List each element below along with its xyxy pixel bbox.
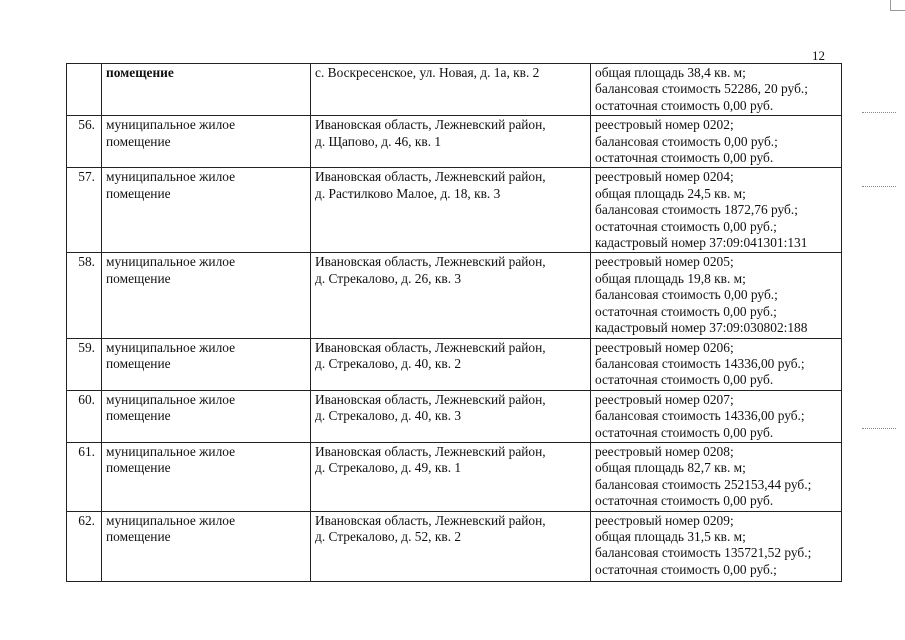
details-line: кадастровый номер 37:09:041301:131 (595, 235, 808, 251)
details-line: балансовая стоимость 14336,00 руб.; (595, 408, 805, 424)
details-cell (591, 338, 842, 390)
address-line: Ивановская область, Лежневский район, (315, 443, 546, 459)
details-line: остаточная стоимость 0,00 руб. (595, 493, 774, 509)
object-name-line: муниципальное жилое (106, 117, 236, 133)
details-cell (591, 64, 842, 116)
address-line: Ивановская область, Лежневский район, (315, 117, 546, 133)
scan-edge-mark (862, 428, 896, 429)
details-line: балансовая стоимость 252153,44 руб.; (595, 476, 812, 492)
object-name-line: помещение (106, 133, 171, 149)
address-cell (311, 338, 591, 390)
details-line: общая площадь 38,4 кв. м; (595, 65, 746, 80)
details-cell (591, 511, 842, 581)
scan-edge-mark (862, 112, 896, 113)
row-number-cell: 56. (67, 116, 102, 168)
details-line: остаточная стоимость 0,00 руб. (595, 97, 774, 113)
row-number-cell (67, 64, 102, 116)
property-register-table (66, 63, 842, 582)
object-name-line: муниципальное жилое (106, 512, 236, 528)
details-line: общая площадь 19,8 кв. м; (595, 270, 746, 286)
address-cell (311, 64, 591, 116)
table-row (67, 442, 842, 511)
scan-edge-mark (862, 186, 896, 187)
table-row (67, 64, 842, 116)
address-cell (311, 442, 591, 511)
details-line: остаточная стоимость 0,00 руб.; (595, 303, 777, 319)
details-line: балансовая стоимость 52286, 20 руб.; (595, 81, 808, 97)
details-line: общая площадь 82,7 кв. м; (595, 460, 746, 476)
address-line: Ивановская область, Лежневский район, (315, 339, 546, 355)
row-number-cell: 61. (67, 442, 102, 511)
row-number-cell: 60. (67, 390, 102, 442)
object-name-line: муниципальное жилое (106, 169, 236, 185)
address-cell (311, 116, 591, 168)
object-name-cell (102, 511, 311, 581)
details-line: остаточная стоимость 0,00 руб.; (595, 218, 777, 234)
address-line: д. Стрекалово, д. 40, кв. 2 (315, 355, 462, 371)
object-name-cell (102, 253, 311, 338)
details-line: балансовая стоимость 0,00 руб.; (595, 133, 778, 149)
address-line: Ивановская область, Лежневский район, (315, 512, 546, 528)
address-line: Ивановская область, Лежневский район, (315, 254, 546, 270)
address-line: д. Стрекалово, д. 26, кв. 3 (315, 270, 462, 286)
details-line: реестровый номер 0206; (595, 339, 734, 355)
object-name-cell (102, 64, 311, 116)
address-line: д. Стрекалово, д. 40, кв. 3 (315, 408, 462, 424)
table-row (67, 168, 842, 253)
address-cell (311, 253, 591, 338)
register-table-body (67, 64, 842, 582)
table-row (67, 116, 842, 168)
object-name-line: муниципальное жилое (106, 443, 236, 459)
details-cell (591, 253, 842, 338)
object-name-line: помещение (106, 270, 171, 286)
address-line: д. Стрекалово, д. 49, кв. 1 (315, 460, 462, 476)
row-number-cell: 58. (67, 253, 102, 338)
table-row (67, 390, 842, 442)
details-line: реестровый номер 0207; (595, 391, 734, 407)
details-line: реестровый номер 0209; (595, 512, 734, 528)
details-cell (591, 442, 842, 511)
object-name-line: помещение (106, 355, 171, 371)
details-line: реестровый номер 0205; (595, 254, 734, 270)
object-name-line: муниципальное жилое (106, 254, 236, 270)
table-row (67, 253, 842, 338)
details-line: реестровый номер 0204; (595, 169, 734, 185)
details-line: балансовая стоимость 1872,76 руб.; (595, 202, 798, 218)
details-cell (591, 116, 842, 168)
object-name-cell (102, 442, 311, 511)
table-row (67, 338, 842, 390)
details-line: балансовая стоимость 0,00 руб.; (595, 287, 778, 303)
page-number: 12 (812, 48, 825, 63)
details-line: общая площадь 31,5 кв. м; (595, 528, 746, 544)
address-line: д. Щапово, д. 46, кв. 1 (315, 133, 442, 149)
details-line: остаточная стоимость 0,00 руб. (595, 150, 774, 166)
address-line: Ивановская область, Лежневский район, (315, 169, 546, 185)
details-line: балансовая стоимость 14336,00 руб.; (595, 355, 805, 371)
table-row (67, 511, 842, 581)
object-name-line: муниципальное жилое (106, 391, 236, 407)
object-name-line: помещение (106, 460, 171, 476)
address-cell (311, 511, 591, 581)
details-cell (591, 390, 842, 442)
details-line: остаточная стоимость 0,00 руб. (595, 372, 774, 388)
object-name-line: помещение (106, 65, 174, 80)
object-name-line: помещение (106, 185, 171, 201)
address-line: Ивановская область, Лежневский район, (315, 391, 546, 407)
object-name-line: помещение (106, 528, 171, 544)
address-line: д. Стрекалово, д. 52, кв. 2 (315, 528, 462, 544)
object-name-line: муниципальное жилое (106, 339, 236, 355)
details-cell (591, 168, 842, 253)
address-cell (311, 168, 591, 253)
scan-corner-mark (890, 0, 905, 11)
details-line: кадастровый номер 37:09:030802:188 (595, 320, 808, 336)
object-name-cell (102, 168, 311, 253)
object-name-cell (102, 390, 311, 442)
object-name-cell (102, 116, 311, 168)
row-number-cell: 62. (67, 511, 102, 581)
details-line: остаточная стоимость 0,00 руб. (595, 424, 774, 440)
address-cell (311, 390, 591, 442)
address-line: с. Воскресенское, ул. Новая, д. 1а, кв. 2 (315, 65, 540, 80)
row-number-cell: 59. (67, 338, 102, 390)
details-line: остаточная стоимость 0,00 руб.; (595, 561, 777, 577)
row-number-cell: 57. (67, 168, 102, 253)
address-line: д. Растилково Малое, д. 18, кв. 3 (315, 185, 501, 201)
details-line: реестровый номер 0208; (595, 443, 734, 459)
details-line: общая площадь 24,5 кв. м; (595, 185, 746, 201)
details-line: балансовая стоимость 135721,52 руб.; (595, 545, 812, 561)
object-name-cell (102, 338, 311, 390)
object-name-line: помещение (106, 408, 171, 424)
details-line: реестровый номер 0202; (595, 117, 734, 133)
